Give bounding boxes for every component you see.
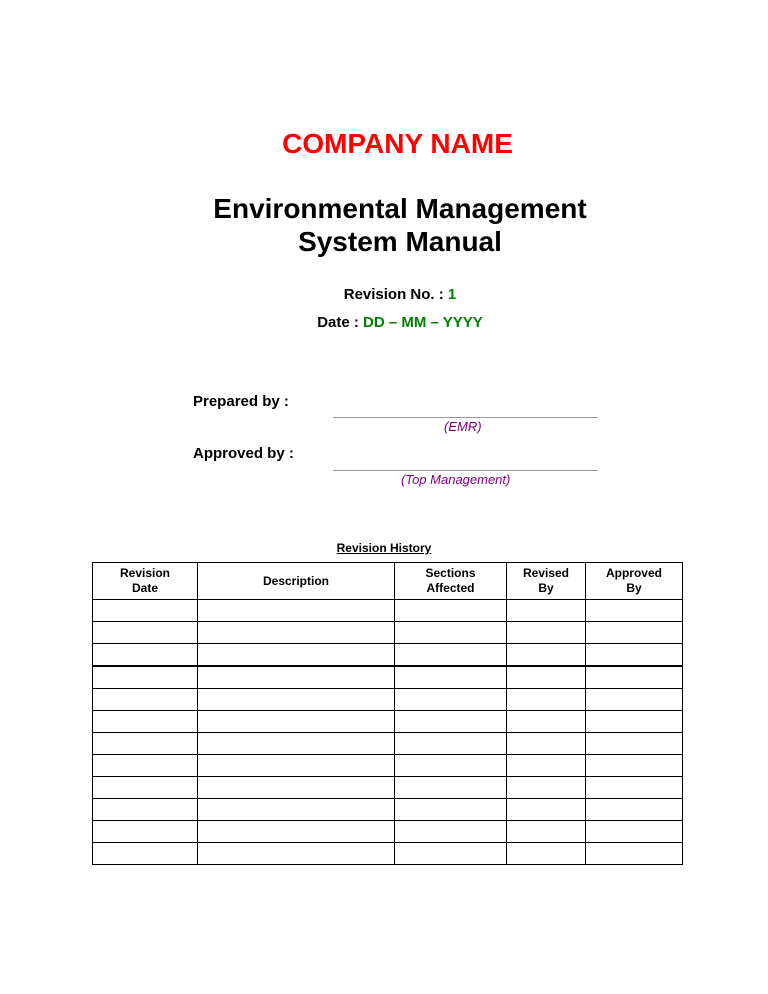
approved-by-label: Approved by : xyxy=(193,445,294,462)
table-row xyxy=(93,711,683,733)
revision-number xyxy=(0,286,768,303)
table-row xyxy=(93,622,683,644)
table-row xyxy=(93,689,683,711)
company-name: COMPANY NAME xyxy=(282,128,513,159)
table-row xyxy=(93,600,683,622)
column-header-approved-by: Approved By xyxy=(586,563,683,600)
table-row xyxy=(93,799,683,821)
document-date xyxy=(0,314,768,331)
column-header-revised-by: Revised By xyxy=(507,563,586,600)
date-label: Date : xyxy=(317,314,364,331)
prepared-by-label: Prepared by : xyxy=(193,393,289,410)
approved-by-role: (Top Management) xyxy=(401,472,511,487)
date-value: DD – MM – YYYY xyxy=(363,314,483,331)
prepared-by-signature-line xyxy=(333,417,598,418)
revision-history-title: Revision History xyxy=(336,541,432,555)
revision-history-table xyxy=(92,562,683,865)
table-row xyxy=(93,843,683,865)
column-header-description: Description xyxy=(198,563,395,600)
title-line-2: System Manual xyxy=(298,226,502,257)
table-row xyxy=(93,821,683,843)
title-line-1: Environmental Management xyxy=(213,193,587,224)
column-header-revision-date: Revision Date xyxy=(93,563,198,600)
table-row xyxy=(93,777,683,799)
prepared-by-role: (EMR) xyxy=(444,419,482,434)
column-header-sections-affected: Sections Affected xyxy=(395,563,507,600)
document-title xyxy=(0,192,768,258)
revision-label: Revision No. : xyxy=(343,286,448,303)
table-row xyxy=(93,755,683,777)
table-row xyxy=(93,644,683,667)
table-row xyxy=(93,733,683,755)
approved-by-signature-line xyxy=(333,470,598,471)
table-header-row xyxy=(93,563,683,600)
revision-value: 1 xyxy=(447,286,457,303)
table-row xyxy=(93,666,683,689)
